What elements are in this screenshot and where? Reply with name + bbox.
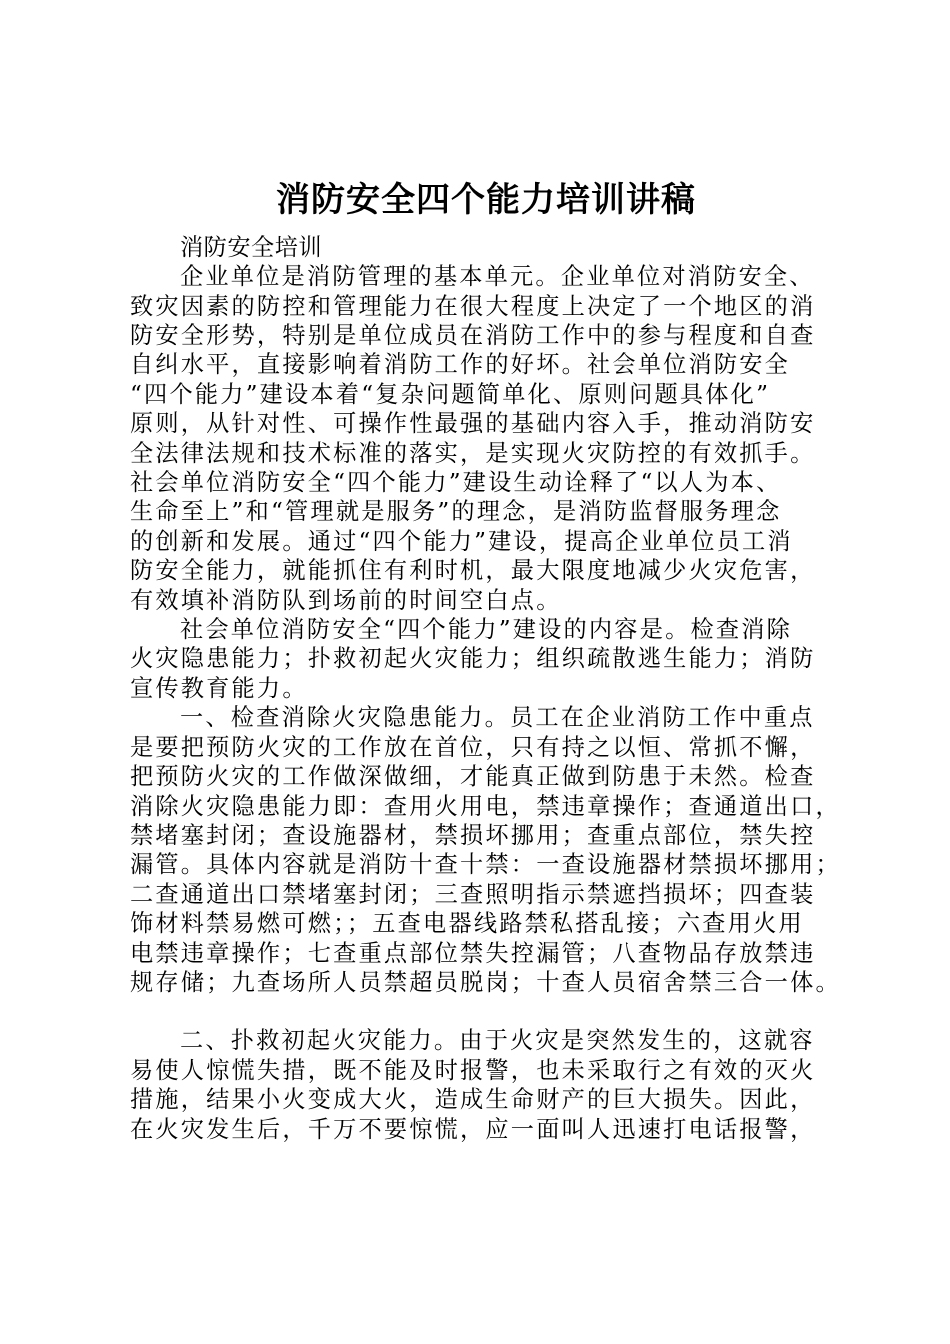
paragraph-line: 措施，结果小火变成大火，造成生命财产的巨大损失。因此， <box>130 1086 816 1114</box>
paragraph-line: 社会单位消防安全“四个能力”建设生动诠释了“以人为本、 <box>130 469 782 497</box>
paragraph <box>130 703 842 997</box>
paragraph-line: 全法律法规和技术标准的落实，是实现火灾防控的有效抓手。 <box>130 439 816 467</box>
paragraph-line: 火灾隐患能力；扑救初起火灾能力；组织疏散逃生能力；消防 <box>130 645 816 673</box>
paragraph-line: 二查通道出口禁堵塞封闭；三查照明指示禁遮挡损坏；四查装 <box>130 880 816 908</box>
document-title: 消防安全四个能力培训讲稿 <box>276 180 696 220</box>
document-body <box>130 262 842 1144</box>
paragraph-line: “四个能力”建设本着“复杂问题简单化、原则问题具体化” <box>130 380 771 408</box>
paragraph-line: 漏管。具体内容就是消防十查十禁：一查设施器材禁损坏挪用； <box>130 851 841 879</box>
paragraph-line: 一、检查消除火灾隐患能力。员工在企业消防工作中重点 <box>180 704 815 732</box>
paragraph-line: 的创新和发展。通过“四个能力”建设，提高企业单位员工消 <box>130 527 793 555</box>
paragraph-line: 易使人惊慌失措，既不能及时报警，也未采取行之有效的灭火 <box>130 1056 816 1084</box>
paragraph-line: 原则，从针对性、可操作性最强的基础内容入手，推动消防安 <box>130 410 816 438</box>
paragraph <box>130 1026 842 1144</box>
paragraph-line: 规存储；九查场所人员禁超员脱岗；十查人员宿舍禁三合一体。 <box>130 968 841 996</box>
paragraph-line: 防安全能力，就能抓住有利时机，最大限度地减少火灾危害， <box>130 557 816 585</box>
paragraph-line: 社会单位消防安全“四个能力”建设的内容是。检查消除 <box>180 616 793 644</box>
paragraph-line: 是要把预防火灾的工作放在首位，只有持之以恒、常抓不懈， <box>130 733 816 761</box>
paragraph-line: 把预防火灾的工作做深做细，才能真正做到防患于未然。检查 <box>130 763 816 791</box>
paragraph-line: 禁堵塞封闭；查设施器材，禁损坏挪用；查重点部位，禁失控 <box>130 821 816 849</box>
paragraph-line: 二、扑救初起火灾能力。由于火灾是突然发生的，这就容 <box>180 1027 815 1055</box>
paragraph <box>130 615 842 703</box>
document-page <box>130 180 842 1144</box>
paragraph-line: 企业单位是消防管理的基本单元。企业单位对消防安全、 <box>180 263 815 291</box>
paragraph <box>130 262 842 615</box>
paragraph-gap <box>130 997 842 1026</box>
paragraph-line: 消除火灾隐患能力即：查用火用电，禁违章操作；查通道出口， <box>130 792 841 820</box>
paragraph-line: 致灾因素的防控和管理能力在很大程度上决定了一个地区的消 <box>130 292 816 320</box>
paragraph-line: 防安全形势，特别是单位成员在消防工作中的参与程度和自查 <box>130 322 816 350</box>
paragraph-line: 生命至上”和“管理就是服务”的理念，是消防监督服务理念 <box>130 498 782 526</box>
document-subtitle: 消防安全培训 <box>180 233 323 261</box>
paragraph-line: 自纠水平，直接影响着消防工作的好坏。社会单位消防安全 <box>130 351 791 379</box>
paragraph-line: 电禁违章操作；七查重点部位禁失控漏管；八查物品存放禁违 <box>130 939 816 967</box>
paragraph-line: 在火灾发生后，千万不要惊慌，应一面叫人迅速打电话报警， <box>130 1115 816 1143</box>
paragraph-line: 有效填补消防队到场前的时间空白点。 <box>130 586 562 614</box>
paragraph-line: 宣传教育能力。 <box>130 674 308 702</box>
paragraph-line: 饰材料禁易燃可燃；；五查电器线路禁私搭乱接；六查用火用 <box>130 910 804 938</box>
